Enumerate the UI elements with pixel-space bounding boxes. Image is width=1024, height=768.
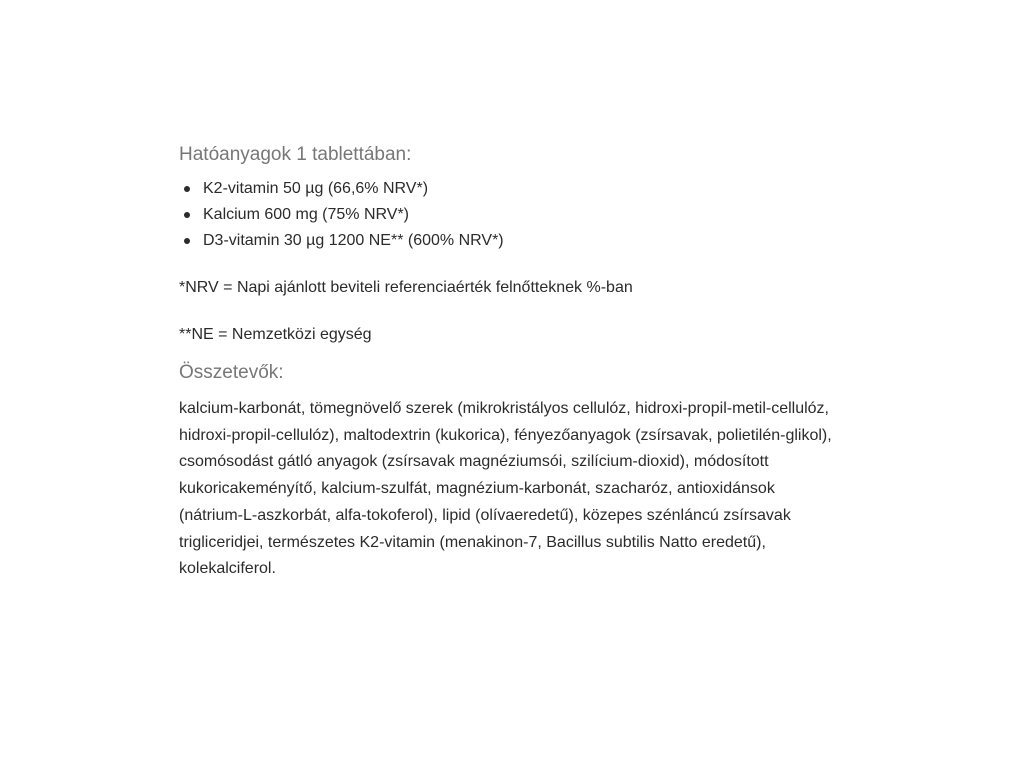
product-description bbox=[179, 140, 849, 583]
bullet-icon bbox=[184, 212, 190, 218]
list-item-text: Kalcium 600 mg (75% NRV*) bbox=[203, 206, 410, 223]
active-ingredients-heading: Hatóanyagok 1 tablettában: bbox=[179, 144, 412, 165]
active-ingredients-list bbox=[179, 176, 849, 254]
bullet-icon bbox=[184, 238, 190, 244]
ingredients-heading: Összetevők: bbox=[179, 362, 284, 383]
list-item bbox=[203, 202, 849, 228]
list-item bbox=[203, 176, 849, 202]
ne-note: **NE = Nemzetközi egység bbox=[179, 326, 372, 343]
list-item-text: D3-vitamin 30 µg 1200 NE** (600% NRV*) bbox=[203, 232, 504, 249]
list-item-text: K2-vitamin 50 µg (66,6% NRV*) bbox=[203, 180, 429, 197]
list-item bbox=[203, 228, 849, 254]
nrv-note: *NRV = Napi ajánlott beviteli referenciaérték felnőtteknek %-ban bbox=[179, 279, 633, 296]
bullet-icon bbox=[184, 186, 190, 192]
ingredients-text: kalcium-karbonát, tömegnövelő szerek (mikrokristályos cellulóz, hidroxi-propil-metil-cellulóz, hidroxi-propil-cellulóz), maltodextrin (kukorica), fényezőanyagok (zsírsavak, polietilén-glikol), csomósodást gátló anyagok (zsírsavak magnéziumsói, szilícium-dioxid), módosított kukoricakeményítő, kalcium-szulfát, magnézium-karbonát, szacharóz, antioxidánsok (nátrium-L-aszkorbát, alfa-tokoferol), lipid (olívaeredetű), közepes szénláncú zsírsavak trigliceridjei, természetes K2-vitamin (menakinon-7, Bacillus subtilis Natto eredetű), kolekalciferol. bbox=[179, 400, 832, 578]
